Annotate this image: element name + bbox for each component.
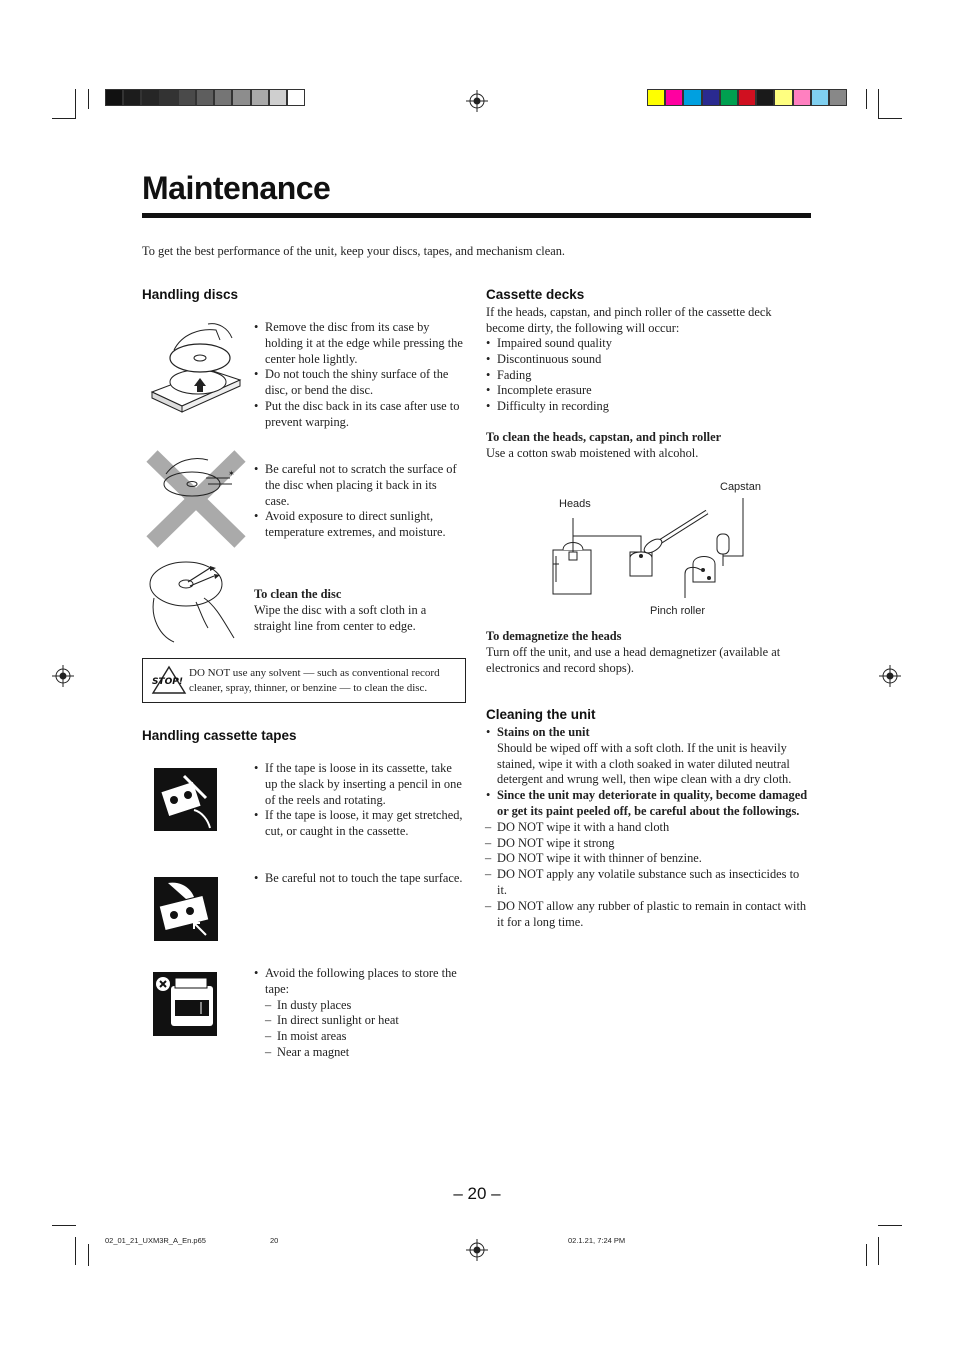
effect-item: • Difficulty in recording (486, 399, 811, 415)
disc-handling-list-1 (254, 320, 464, 431)
effect-item: • Incomplete erasure (486, 383, 811, 399)
cleaning-unit-block (486, 725, 811, 930)
clean-heads-text: Use a cotton swab moistened with alcohol. (486, 445, 699, 460)
calibration-swatch (647, 89, 665, 106)
cassette-effects-list (486, 336, 811, 415)
calibration-swatch (774, 89, 792, 106)
clean-heads-title: To clean the heads, capstan, and pinch roller (486, 430, 722, 444)
effect-item: • Discontinuous sound (486, 352, 811, 368)
clean-disc-text: Wipe the disc with a soft cloth in a straight line from center to edge. (254, 602, 427, 633)
stains-text: Should be wiped off with a soft cloth. If the unit is heavily stained, wipe it with a cloth soaked in water diluted neutral detergent and wrung well, then wipe clean with a dry cloth. (497, 740, 792, 787)
tape-tip-item: • If the tape is loose in its cassette, take up the slack by inserting a pencil in one of the reels and rotating. (254, 761, 466, 808)
calibration-swatch (214, 89, 232, 106)
demagnetize-block (486, 629, 811, 676)
registration-target-top (466, 90, 488, 112)
tape-storage-block (254, 966, 468, 1061)
clean-disc-block (254, 587, 464, 634)
tape-tip-item: • If the tape is loose, it may get stretched, cut, or caught in the cassette. (254, 808, 466, 840)
calibration-swatch (287, 89, 305, 106)
svg-text:✶: ✶ (228, 469, 235, 478)
footer-file: 02_01_21_UXM3R_A_En.p65 (105, 1236, 206, 1245)
calibration-swatch (196, 89, 214, 106)
disc-scratch-warning-illustration (146, 450, 246, 548)
disc-cleaning-illustration (144, 558, 244, 644)
solvent-warning-box (142, 658, 466, 703)
page-number: – 20 – (453, 1184, 501, 1203)
tape-storage-lead: • Avoid the following places to store the tape: (254, 966, 468, 998)
calibration-swatch (683, 89, 701, 106)
tape-tip-item: • Be careful not to touch the tape surface. (254, 871, 466, 887)
cassette-decks-heading: Cassette decks (486, 287, 585, 302)
tape-slack-pencil-icon (154, 768, 217, 831)
disc-removal-illustration (148, 320, 244, 420)
page-title: Maintenance (142, 170, 331, 206)
demagnetize-title: To demagnetize the heads (486, 629, 622, 643)
cleaning-unit-heading: Cleaning the unit (486, 707, 596, 722)
disc-tip-item: • Avoid exposure to direct sunlight, temperature extremes, and moisture. (254, 509, 464, 541)
disc-tip-item: • Remove the disc from its case by holding it at the edge while pressing the center hole lightly. (254, 320, 464, 367)
tape-handling-list-2 (254, 871, 466, 887)
storage-place-item: – In dusty places (265, 998, 468, 1014)
calibration-swatch (665, 89, 683, 106)
dont-item: – DO NOT allow any rubber of plastic to remain in contact with it for a long time. (485, 899, 811, 931)
calibration-swatch (702, 89, 720, 106)
registration-target-bottom (466, 1239, 488, 1261)
label-pinch-roller: Pinch roller (650, 605, 706, 617)
handling-tapes-heading: Handling cassette tapes (142, 728, 297, 743)
storage-place-item: – Near a magnet (265, 1045, 468, 1061)
disc-tip-item: • Do not touch the shiny surface of the disc, or bend the disc. (254, 367, 464, 399)
dont-item: – DO NOT wipe it with thinner of benzine. (485, 851, 811, 867)
effect-item: • Fading (486, 368, 811, 384)
caution-item (486, 788, 811, 820)
registration-target-left (52, 665, 74, 687)
stop-badge-text: STOP! (152, 677, 183, 687)
calibration-swatch (720, 89, 738, 106)
label-capstan: Capstan (720, 481, 761, 493)
demagnetize-text: Turn off the unit, and use a head demagnetizer (available at electronics and record shops). (486, 644, 781, 675)
title-rule (142, 213, 811, 218)
calibration-swatch (829, 89, 847, 106)
clean-heads-block (486, 430, 811, 462)
tape-storage-no-heat-icon (153, 972, 217, 1036)
footer-date: 02.1.21, 7:24 PM (568, 1236, 626, 1245)
caution-text: Since the unit may deteriorate in quality, become damaged or get its paint peeled off, be careful about the followings. (497, 788, 808, 818)
cassette-decks-intro: If the heads, capstan, and pinch roller of the cassette deck become dirty, the following will occur: (486, 305, 772, 335)
calibration-swatch (232, 89, 250, 106)
disc-tip-item: • Put the disc back in its case after use to prevent warping. (254, 399, 464, 431)
calibration-swatch (123, 89, 141, 106)
calibration-swatch (105, 89, 123, 106)
dont-item: – DO NOT wipe it with a hand cloth (485, 820, 811, 836)
intro-text: To get the best performance of the unit, keep your discs, tapes, and mechanism clean. (142, 244, 566, 258)
calibration-swatch (793, 89, 811, 106)
clean-disc-title: To clean the disc (254, 587, 342, 601)
tape-handling-list-1 (254, 761, 466, 840)
disc-tip-item: • Be careful not to scratch the surface of the disc when placing it back in its case. (254, 462, 464, 509)
solvent-warning-text: DO NOT use any solvent — such as conventional record cleaner, spray, thinner, or benzine — to clean the disc. (189, 667, 440, 694)
stains-title: Stains on the unit (497, 725, 590, 739)
calibration-swatch (811, 89, 829, 106)
disc-handling-list-2 (254, 462, 464, 541)
cassette-deck-diagram (545, 478, 775, 623)
calibration-swatch (251, 89, 269, 106)
stains-item (486, 725, 811, 788)
registration-target-right (879, 665, 901, 687)
dont-item: – DO NOT wipe it strong (485, 836, 811, 852)
calibration-swatch (160, 89, 178, 106)
label-heads: Heads (559, 498, 591, 510)
storage-place-item: – In moist areas (265, 1029, 468, 1045)
handling-discs-heading: Handling discs (142, 287, 239, 302)
dont-item: – DO NOT apply any volatile substance such as insecticides to it. (485, 867, 811, 899)
effect-item: • Impaired sound quality (486, 336, 811, 352)
footer-page: 20 (270, 1236, 279, 1245)
calibration-swatch (738, 89, 756, 106)
tape-surface-touch-icon (154, 877, 218, 941)
calibration-swatch (756, 89, 774, 106)
calibration-swatch (269, 89, 287, 106)
calibration-swatch (178, 89, 196, 106)
calibration-swatch (141, 89, 159, 106)
storage-place-item: – In direct sunlight or heat (265, 1013, 468, 1029)
